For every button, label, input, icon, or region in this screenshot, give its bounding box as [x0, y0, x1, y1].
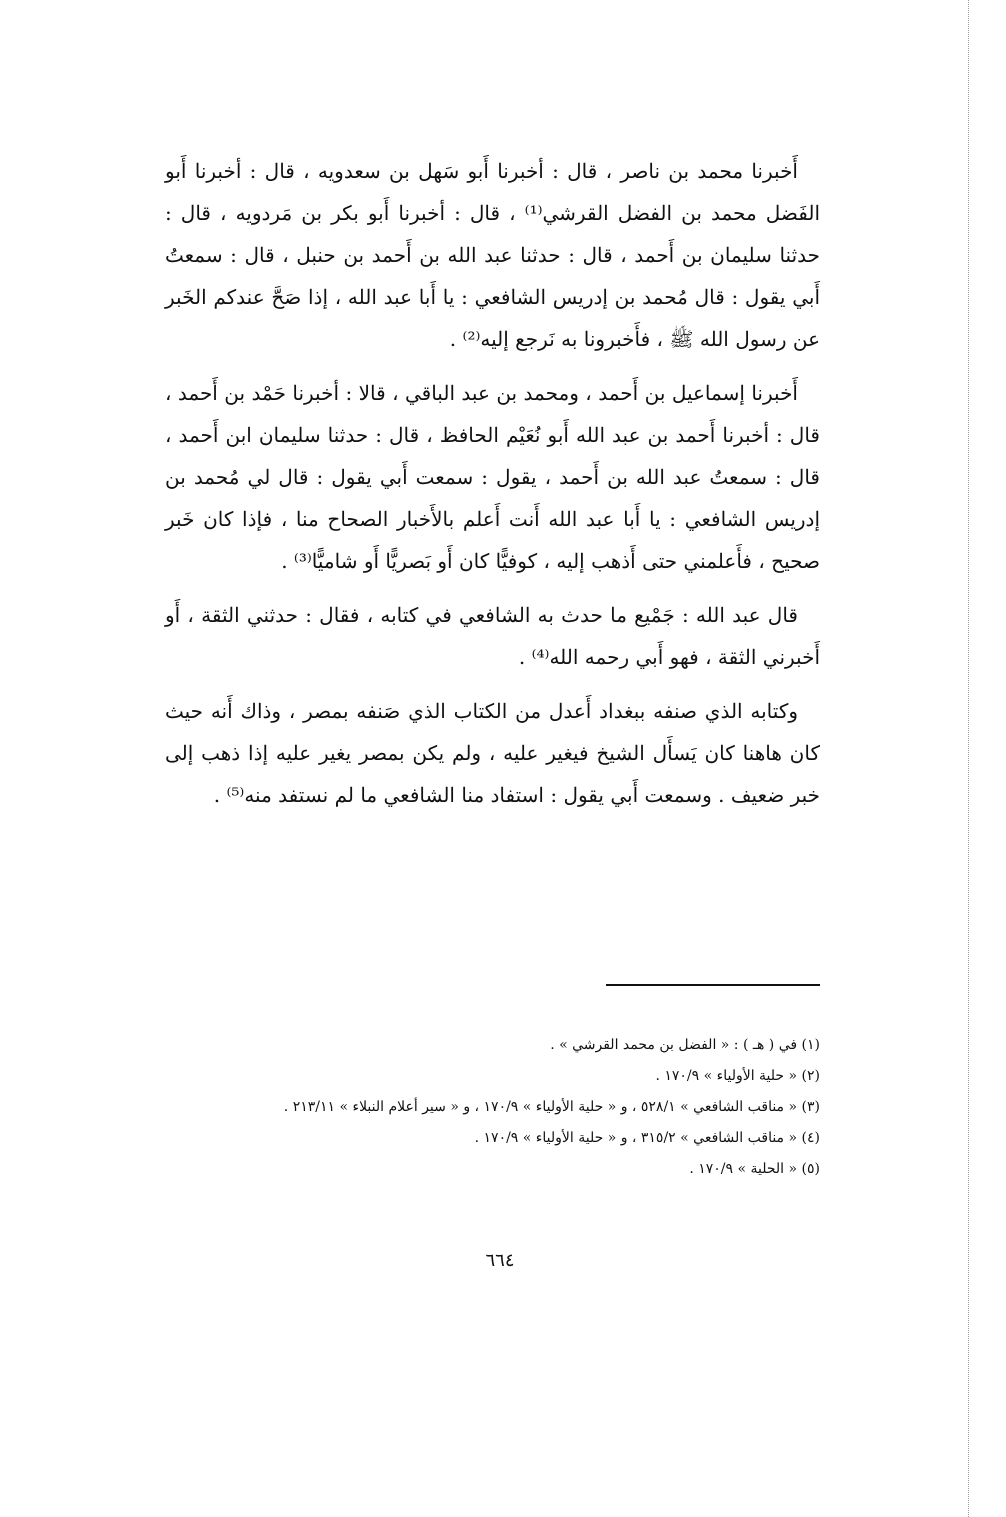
footnote-2: (٢) « حلية الأولياء » ١٧٠/٩ . [655, 1068, 820, 1084]
page-number: ٦٦٤ [485, 1250, 515, 1271]
footnote-3: (٣) « مناقب الشافعي » ٥٢٨/١ ، و « حلية الأولياء » ١٧٠/٩ ، و « سير أعلام النبلاء » ٢١٣/١١ . [283, 1099, 820, 1115]
paragraph-3: قال عبد الله : جَمْيع ما حدث به الشافعي في كتابه ، فقال : حدثني الثقة ، أَو أَخبرني الثقة ، فهو أَبي رحمه الله⁽⁴⁾ . [165, 603, 820, 669]
paragraph-4: وكتابه الذي صنفه ببغداد أَعدل من الكتاب الذي صَنفه بمصر ، وذاك أَنه حيث كان هاهنا كان يَسأَل الشيخ فيغير عليه ، ولم يكن بمصر يغير عليه إذا ذهب إلى خبر ضعيف . وسمعت أَبي يقول : استفاد منا الشافعي ما لم نستفد منه⁽⁵⁾ . [165, 699, 820, 807]
footnote-4: (٤) « مناقب الشافعي » ٣١٥/٢ ، و « حلية الأولياء » ١٧٠/٩ . [474, 1130, 820, 1146]
footnotes [140, 1030, 820, 1185]
footnote-separator [606, 984, 820, 986]
footnote-1: (١) في ( هـ ) : « الفضل بن محمد القرشي » . [550, 1037, 820, 1053]
paragraph-1: أَخبرنا محمد بن ناصر ، قال : أخبرنا أَبو سَهل بن سعدويه ، قال : أخبرنا أَبو الفَضل محمد بن الفضل القرشي⁽¹⁾ ، قال : أخبرنا أَبو بكر بن مَردويه ، قال : حدثنا سليمان بن أَحمد ، قال : حدثنا عبد الله بن أَحمد بن حنبل ، قال : سمعتُ أَبي يقول : قال مُحمد بن إدريس الشافعي : يا أَبا عبد الله ، إذا صَحَّ عندكم الخَبر عن رسول الله ﷺ ، فأَخبرونا به نَرجع إليه⁽²⁾ . [165, 159, 820, 351]
page-edge-line [968, 0, 969, 1517]
footnote-5: (٥) « الحلية » ١٧٠/٩ . [689, 1161, 820, 1177]
main-text [165, 150, 820, 828]
paragraph-2: أَخبرنا إسماعيل بن أَحمد ، ومحمد بن عبد الباقي ، قالا : أخبرنا حَمْد بن أَحمد ، قال : أخبرنا أَحمد بن عبد الله أَبو نُعَيْم الحافظ ، قال : حدثنا سليمان ابن أَحمد ، قال : سمعتُ عبد الله بن أَحمد ، يقول : سمعت أَبي يقول : قال لي مُحمد بن إدريس الشافعي : يا أَبا عبد الله أَنت أَعلم بالأَخبار الصحاح منا ، فإذا كان خَبر صحيح ، فأَعلمني حتى أَذهب إليه ، كوفيًّا كان أَو بَصريًّا أَو شاميًّا⁽³⁾ . [165, 381, 820, 573]
